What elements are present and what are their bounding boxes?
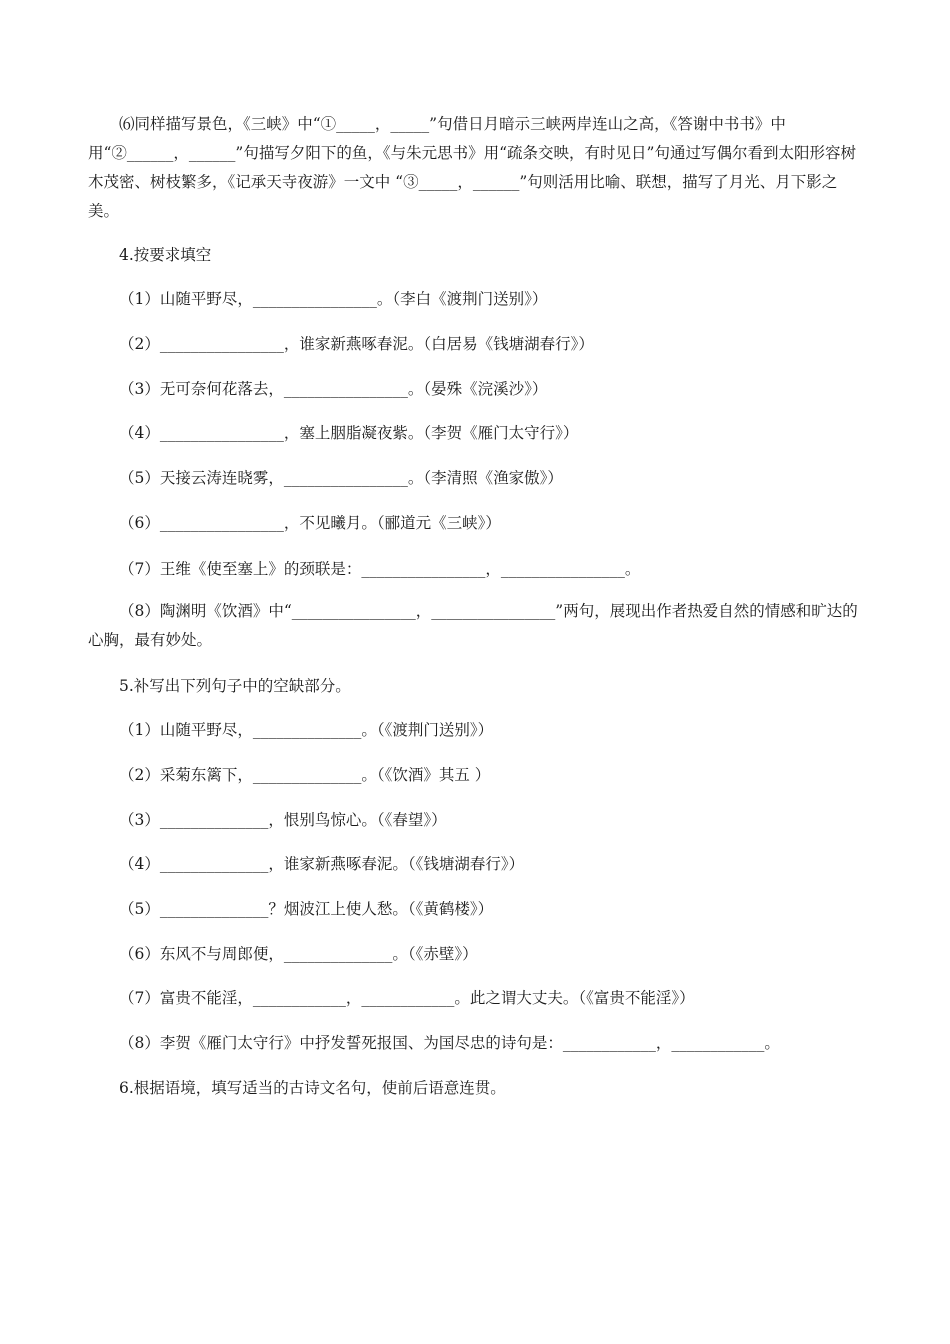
q4-item-3: （3）无可奈何花落去，________________。（晏殊《浣溪沙》）	[119, 380, 548, 398]
q5-item-2: （2）采菊东篱下，______________。（《饮酒》其五 ）	[119, 766, 491, 784]
q5-item-5: （5）______________？烟波江上使人愁。（《黄鹤楼》）	[119, 900, 494, 918]
q4-item-4: （4）________________，塞上胭脂凝夜紫。（李贺《雁门太守行》）	[119, 424, 579, 442]
q5-item-6: （6）东风不与周郎便，______________。（《赤壁》）	[119, 945, 478, 963]
q5-item-4: （4）______________，谁家新燕啄春泥。（《钱塘湖春行》）	[119, 855, 525, 873]
q4-item-8: （8）陶渊明《饮酒》中“________________，________________”两句，展现出作者热爱自然的情感和旷达的心胸，最有妙处。	[88, 602, 858, 649]
q4-item-5: （5）天接云涛连晓雾，________________。（李清照《渔家傲》）	[119, 469, 563, 487]
q3-item-6-paragraph: ⑹同样描写景色，《三峡》中“①_____，_____”句借日月暗示三峡两岸连山之高，《答谢中书书》中用“②______，______”句描写夕阳下的鱼，《与朱元思书》用“疏条交映，有时见日”句通过写偶尔看到太阳形容树木茂密、树枝繁多，《记承天寺夜游》一文中 “③_____，______”句则活用比喻、联想，描写了月光、月下影之美。	[88, 115, 856, 220]
q5-item-1: （1）山随平野尽，______________。（《渡荆门送别》）	[119, 721, 494, 739]
q5-item-3: （3）______________，恨别鸟惊心。（《春望》）	[119, 811, 447, 829]
q4-item-1: （1）山随平野尽，________________。（李白《渡荆门送别》）	[119, 290, 548, 308]
q4-item-6: （6）________________，不见曦月。（郦道元《三峡》）	[119, 514, 501, 532]
q5-item-7: （7）富贵不能淫，____________，____________。此之谓大丈夫。（《富贵不能淫》）	[119, 989, 695, 1007]
q5-item-8: （8）李贺《雁门太守行》中抒发誓死报国、为国尽忠的诗句是：____________，____________。	[119, 1034, 780, 1052]
q4-title: 4.按要求填空	[119, 246, 212, 264]
q6-title: 6.根据语境，填写适当的古诗文名句，使前后语意连贯。	[119, 1079, 506, 1097]
q5-title: 5.补写出下列句子中的空缺部分。	[119, 677, 351, 695]
q4-item-7: （7）王维《使至塞上》的颈联是：________________，________________。	[119, 560, 641, 578]
q4-item-2: （2）________________，谁家新燕啄春泥。（白居易《钱塘湖春行》）	[119, 335, 594, 353]
